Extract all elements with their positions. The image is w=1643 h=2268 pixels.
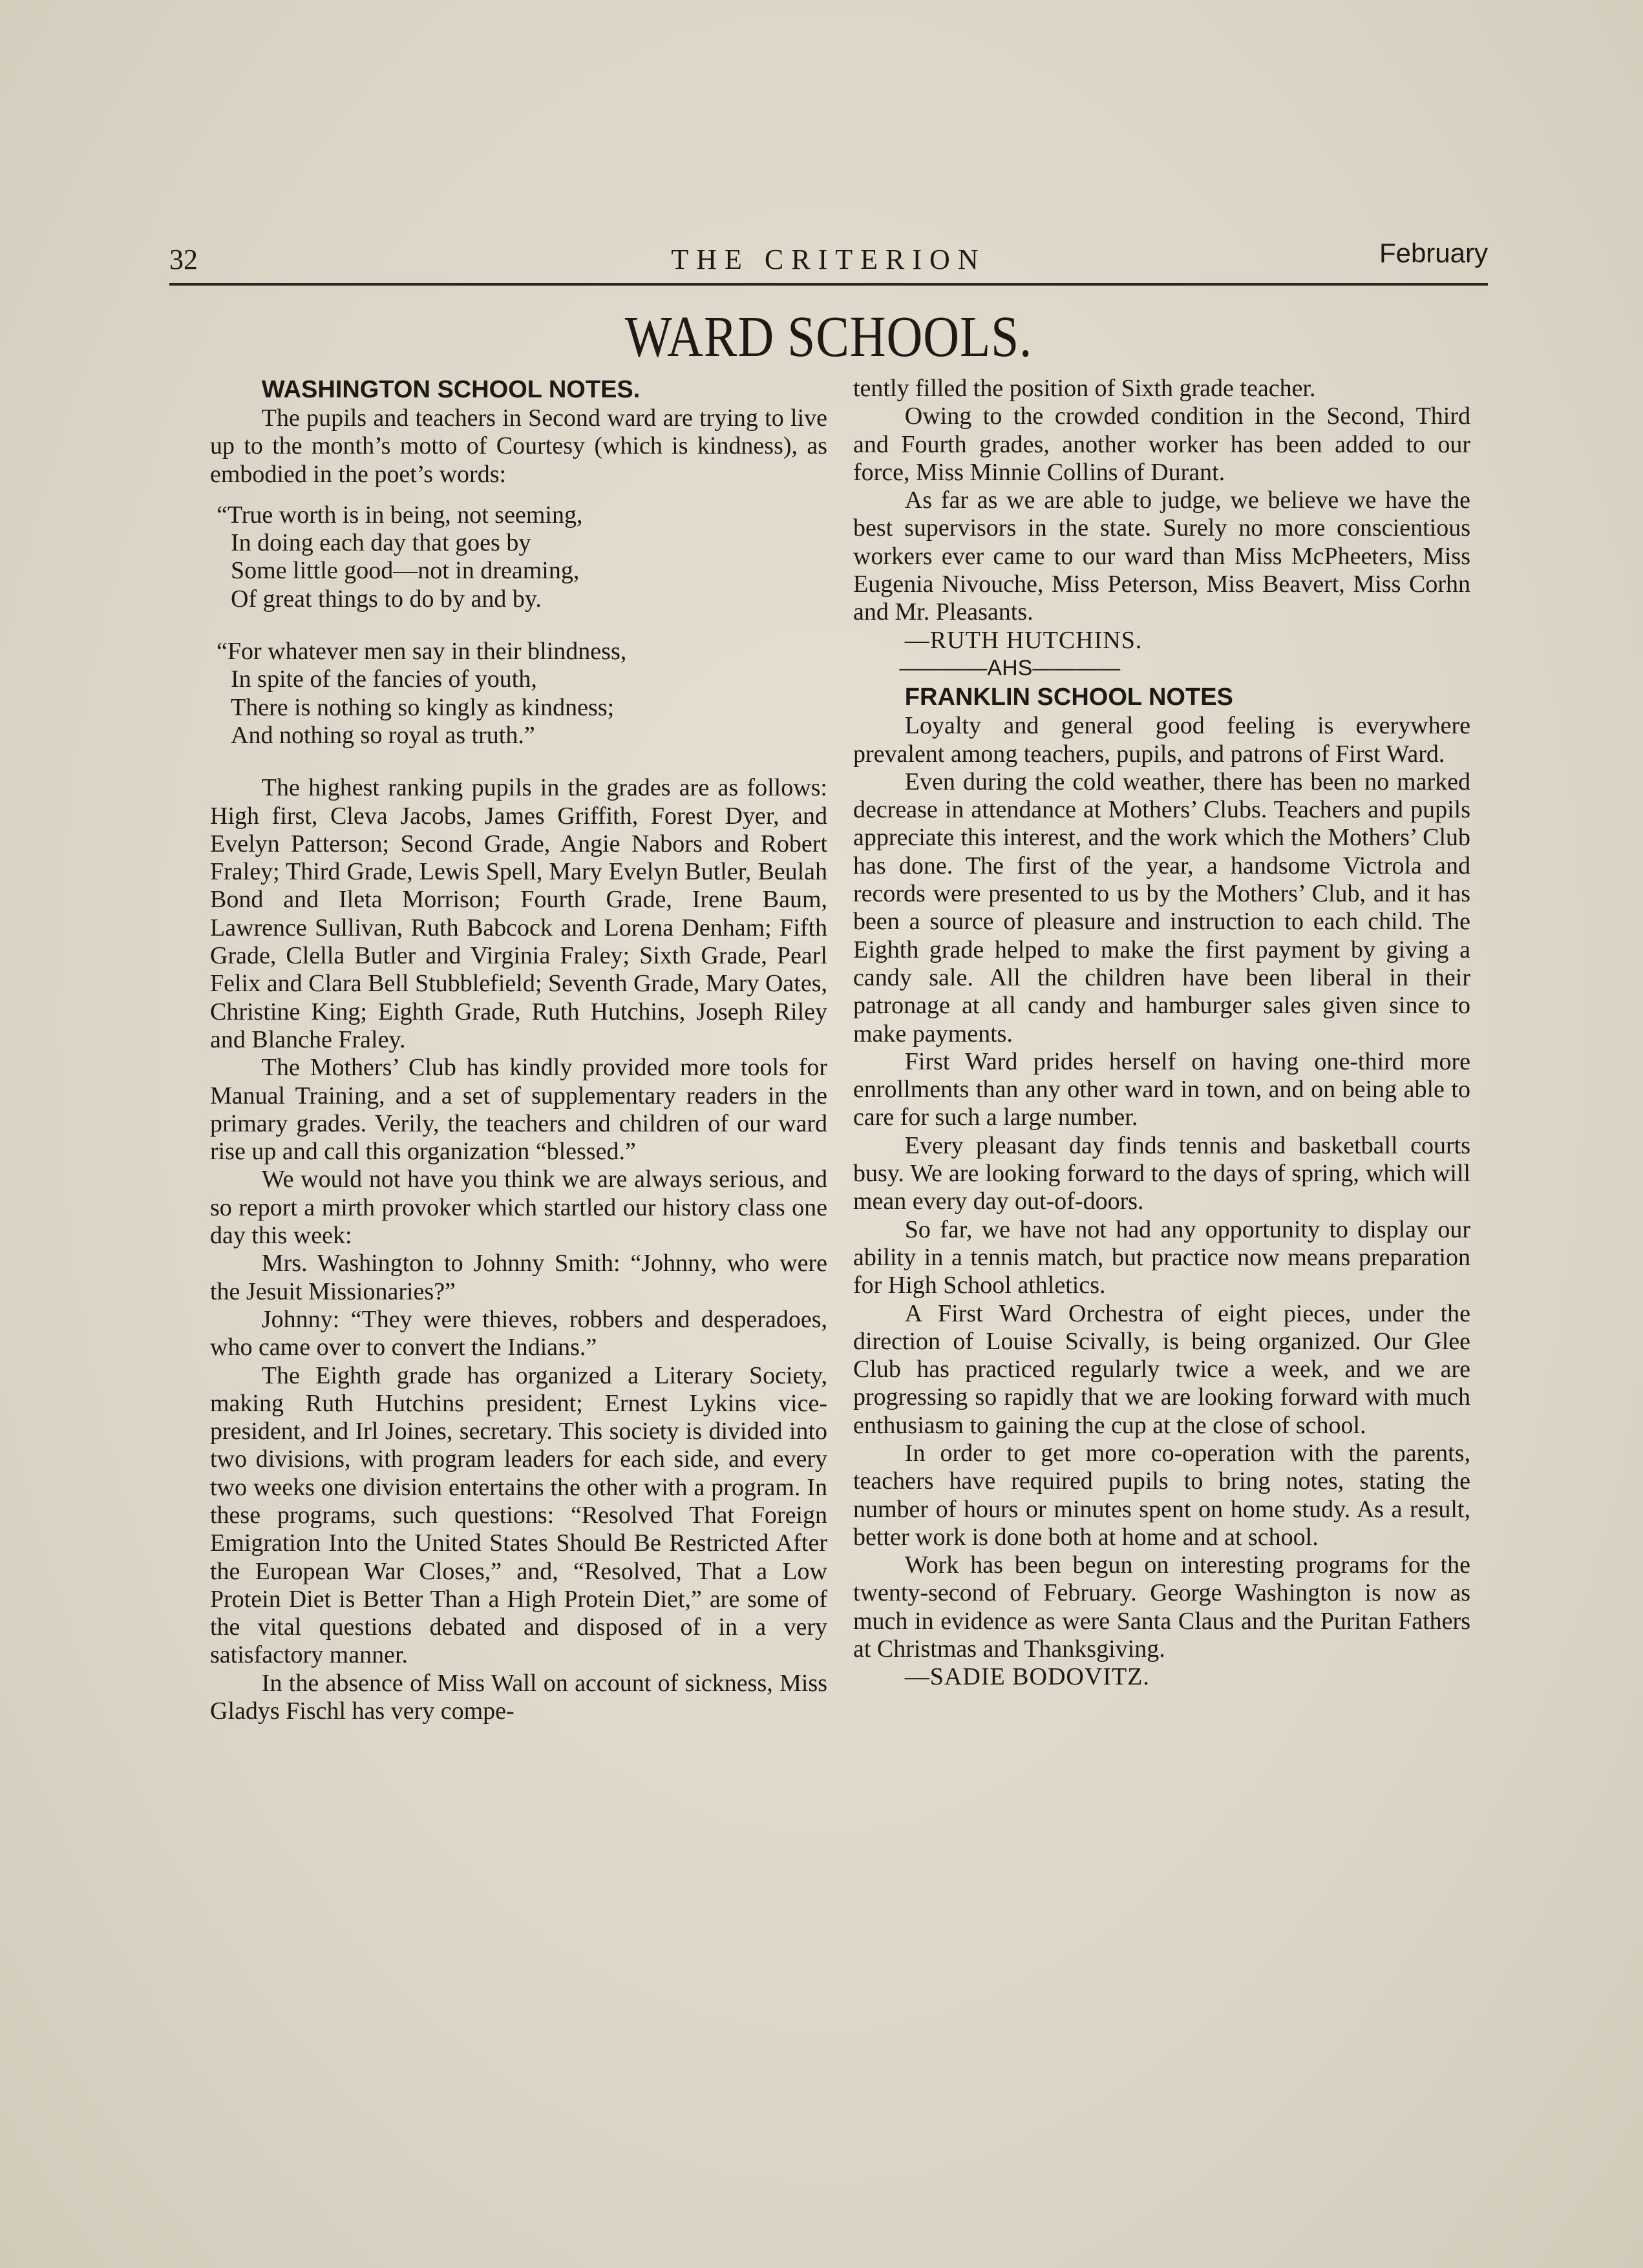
poem-stanza: [210, 501, 827, 613]
poem-line: And nothing so royal as truth.”: [231, 721, 535, 749]
paragraph: Owing to the crowded condition in the Second, Third and Fourth grades, another worker has been added to our force, Miss Minnie Collins of Durant.: [853, 403, 1470, 486]
right-column: [853, 375, 1470, 1692]
page-number: 32: [169, 244, 198, 275]
left-column: [210, 375, 827, 1725]
washington-heading: WASHINGTON SCHOOL NOTES.: [261, 376, 641, 403]
paragraph: As far as we are able to judge, we believe we have the best supervisors in the state. Surely no more conscientious workers ever came to our ward than Miss McPheeters, Miss Eugenia Nivouche, Miss Peterson, Miss Beavert, Miss Corhn and Mr. Pleasants.: [853, 487, 1470, 626]
franklin-heading: FRANKLIN SCHOOL NOTES: [904, 684, 1233, 711]
page-header: [169, 238, 1488, 286]
paragraph: The Mothers’ Club has kindly provided more tools for Manual Training, and a set of supplementary readers in the primary grades. Verily, the teachers and children of our ward rise up and call this organization “blessed.”: [210, 1054, 827, 1166]
paragraph: So far, we have not had any opportunity to display our ability in a tennis match, but practice now means preparation for High School athletics.: [853, 1215, 1470, 1299]
washington-signature: —RUTH HUTCHINS.: [904, 626, 1143, 654]
article-title: WARD SCHOOLS.: [624, 305, 1033, 369]
paragraph: In order to get more co-operation with the parents, teachers have required pupils to bring notes, stating the number of hours or minutes spent on home study. As a result, better work is done both at home and at school.: [853, 1439, 1470, 1551]
poem-stanza: [210, 638, 827, 750]
paragraph-continued: tently filled the position of Sixth grade teacher.: [853, 375, 1316, 402]
paragraph: Even during the cold weather, there has been no marked decrease in attendance at Mothers’ Clubs. Teachers and pupils appreciate this interest, and the work which the Mothers’ Club has done. The first of the year, a handsome Victrola and records were presented to us by the Mothers’ Club, and it has been a source of pleasure and instruction to each child. The Eighth grade helped to make the first payment by giving a candy sale. All the children have been liberal in their patronage at all candy and hamburger sales given since to make payments.: [853, 768, 1470, 1047]
poem-line: In doing each day that goes by: [231, 529, 531, 557]
journal-title: THE CRITERION: [671, 244, 986, 275]
paragraph: First Ward prides herself on having one-third more enrollments than any other ward in town, and on being able to care for such a large number.: [853, 1047, 1470, 1131]
issue-month: February: [1379, 238, 1488, 268]
poem-line: “True worth is in being, not seeming,: [217, 501, 583, 529]
paragraph: Every pleasant day finds tennis and basketball courts busy. We are looking forward to the days of spring, which will mean every day out-of-doors.: [853, 1131, 1470, 1215]
paragraph: Mrs. Washington to Johnny Smith: “Johnny, who were the Jesuit Missionaries?”: [210, 1250, 827, 1305]
paragraph: In the absence of Miss Wall on account of sickness, Miss Gladys Fischl has very compe-: [210, 1669, 827, 1725]
paragraph: The highest ranking pupils in the grades are as follows: High first, Cleva Jacobs, James Griffith, Forest Dyer, and Evelyn Patterson; Second Grade, Angie Nabors and Robert Fraley; Third Grade, Lewis Spell, Mary Evelyn Butler, Beulah Bond and Ileta Morrison; Fourth Grade, Irene Baum, Lawrence Sullivan, Ruth Babcock and Lorena Denham; Fifth Grade, Clella Butler and Virginia Fraley; Sixth Grade, Pearl Felix and Clara Bell Stubblefield; Seventh Grade, Mary Oates, Christine King; Eighth Grade, Ruth Hutchins, Joseph Riley and Blanche Fraley.: [210, 774, 827, 1053]
paragraph: A First Ward Orchestra of eight pieces, under the direction of Louise Scivally, is being organized. Our Glee Club has practiced regularly twice a week, and we are progressing so rapidly that we are looking forward with much enthusiasm to gaining the cup at the close of school.: [853, 1299, 1470, 1439]
paragraph: We would not have you think we are always serious, and so report a mirth provoker which startled our history class one day this week:: [210, 1166, 827, 1250]
paragraph: The Eighth grade has organized a Literary Society, making Ruth Hutchins president; Ernest Lykins vice-president, and Irl Joines, secretary. This society is divided into two divisions, with program leaders for each side, and every two weeks one division entertains the other with a program. In these programs, such questions: “Resolved That Foreign Emigration Into the United States Should Be Restricted After the European War Closes,” and, “Resolved, That a Low Protein Diet is Better Than a High Protein Diet,” are some of the vital questions debated and disposed of in a very satisfactory manner.: [210, 1361, 827, 1669]
poem-line: Of great things to do by and by.: [231, 585, 542, 613]
paragraph: Loyalty and general good feeling is everywhere prevalent among teachers, pupils, and patrons of First Ward.: [853, 712, 1470, 768]
section-separator: ————AHS————: [899, 655, 1121, 680]
poem-line: In spite of the fancies of youth,: [231, 666, 537, 693]
franklin-signature: —SADIE BODOVITZ.: [904, 1663, 1150, 1691]
poem-line: There is nothing so kingly as kindness;: [231, 693, 615, 721]
paragraph: Work has been begun on interesting programs for the twenty-second of February. George Washington is now as much in evidence as were Santa Claus and the Puritan Fathers at Christmas and Thanksgiving.: [853, 1551, 1470, 1663]
paragraph: Johnny: “They were thieves, robbers and desperadoes, who came over to convert the Indians.”: [210, 1305, 827, 1361]
poem: [210, 501, 827, 750]
washington-intro: The pupils and teachers in Second ward are trying to live up to the month’s motto of Courtesy (which is kindness), as embodied in the poet’s words:: [210, 404, 827, 488]
poem-line: “For whatever men say in their blindness,: [217, 638, 627, 666]
poem-line: Some little good—not in dreaming,: [231, 557, 580, 585]
